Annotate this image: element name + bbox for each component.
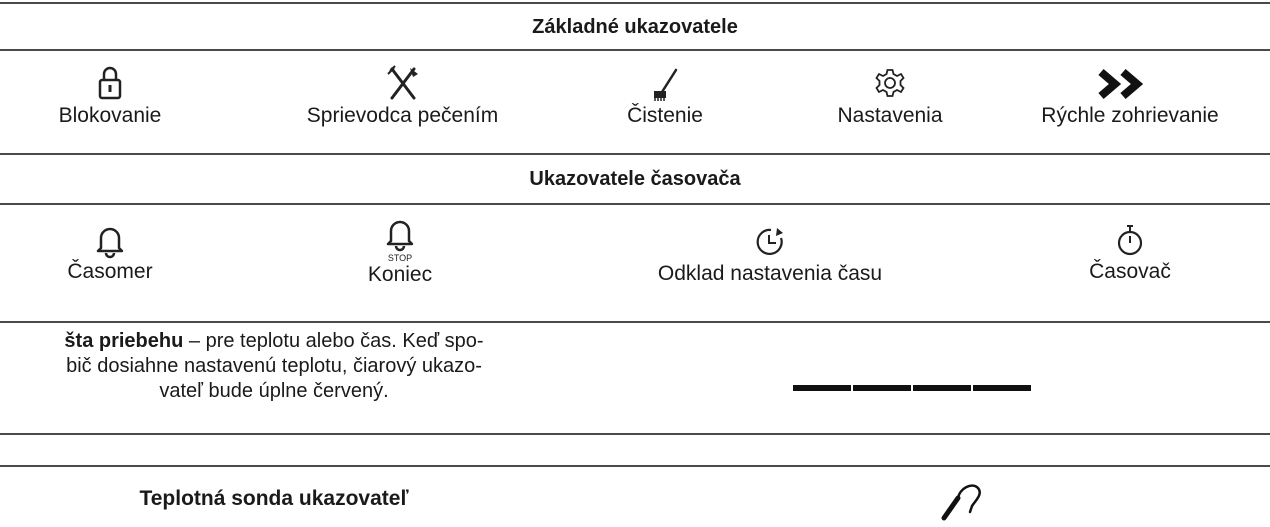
bell-stop-icon bbox=[383, 217, 417, 263]
progress-bar-segment bbox=[913, 385, 971, 391]
divider bbox=[0, 49, 1270, 51]
indicator-timer bbox=[1065, 222, 1195, 284]
divider bbox=[0, 465, 1270, 467]
indicator-minute-minder bbox=[20, 222, 200, 284]
divider bbox=[0, 203, 1270, 205]
stop-label: STOP bbox=[387, 253, 413, 263]
indicator-label: Sprievodca pečením bbox=[306, 104, 499, 127]
clock-delay-icon bbox=[752, 224, 788, 262]
probe-icon bbox=[938, 478, 988, 522]
progress-description bbox=[0, 329, 548, 404]
section-title-timer: Ukazovatele časovača bbox=[529, 168, 741, 190]
indicator-label: Časomer bbox=[67, 260, 153, 283]
divider bbox=[0, 2, 1270, 4]
indicator-cleaning bbox=[600, 64, 730, 128]
fork-knife-icon bbox=[386, 64, 420, 104]
progress-title: šta priebehu bbox=[64, 330, 184, 352]
indicator-label: Odklad nastavenia času bbox=[657, 262, 883, 285]
progress-text-2: bič dosiahne nastavenú teplotu, čiarový ukazo- bbox=[66, 355, 482, 377]
section-title-basic: Základné ukazovatele bbox=[532, 16, 738, 38]
indicator-fast-heating bbox=[1005, 64, 1255, 128]
indicator-label: Blokovanie bbox=[58, 104, 162, 127]
progress-bar bbox=[793, 385, 1031, 391]
indicator-lock bbox=[20, 64, 200, 128]
indicator-label: Nastavenia bbox=[837, 104, 943, 127]
brush-icon bbox=[648, 64, 682, 104]
bell-icon bbox=[95, 222, 125, 260]
indicator-label: Časovač bbox=[1089, 260, 1171, 283]
probe-label: Teplotná sonda ukazovateľ bbox=[139, 487, 409, 510]
stopwatch-icon bbox=[1115, 222, 1145, 260]
indicator-settings bbox=[815, 64, 965, 128]
divider bbox=[0, 321, 1270, 323]
indicator-label: Čistenie bbox=[627, 104, 703, 127]
progress-bar-segment bbox=[793, 385, 851, 391]
indicator-label: Koniec bbox=[367, 263, 433, 286]
indicator-label: Rýchle zohrievanie bbox=[1041, 104, 1219, 127]
fast-forward-icon bbox=[1095, 64, 1165, 104]
progress-text-1: – pre teplotu alebo čas. Keď spo- bbox=[183, 330, 484, 352]
indicator-end bbox=[335, 217, 465, 287]
gear-icon bbox=[873, 64, 907, 104]
divider bbox=[0, 153, 1270, 155]
progress-text-3: vateľ bude úplne červený. bbox=[159, 380, 389, 402]
lock-icon bbox=[96, 64, 124, 104]
progress-bar-segment bbox=[973, 385, 1031, 391]
indicator-time-delay bbox=[620, 224, 920, 286]
progress-bar-segment bbox=[853, 385, 911, 391]
divider bbox=[0, 433, 1270, 435]
indicator-baking-guide bbox=[255, 64, 550, 128]
